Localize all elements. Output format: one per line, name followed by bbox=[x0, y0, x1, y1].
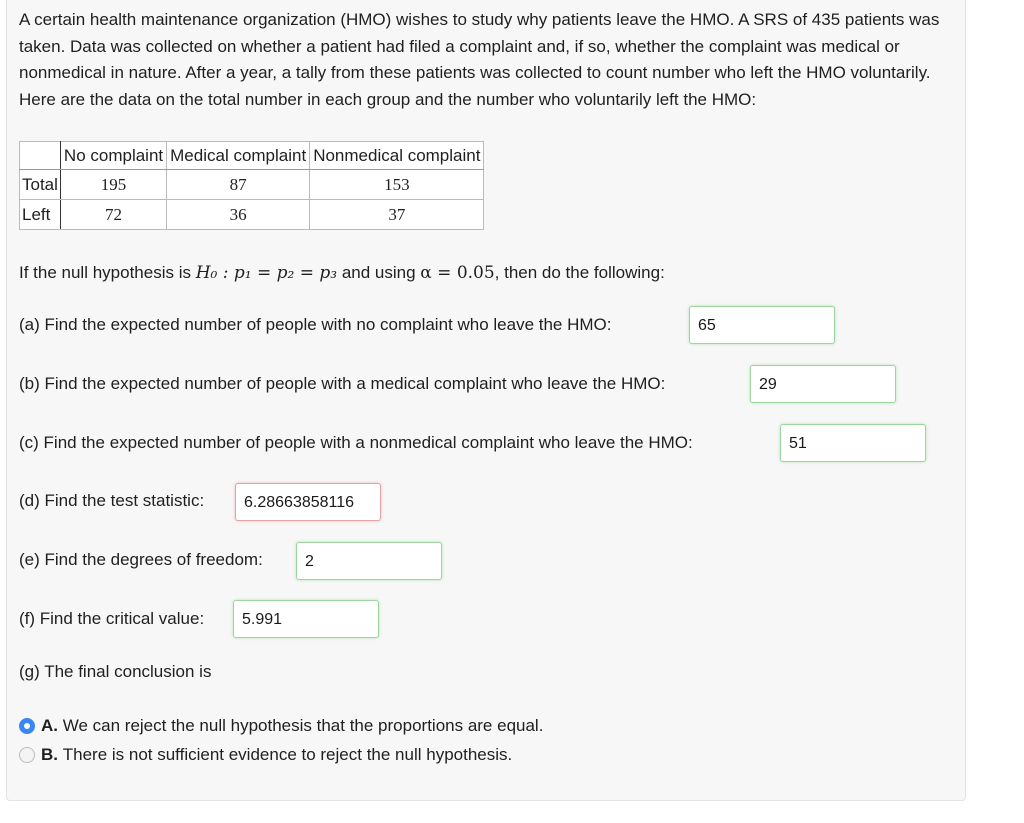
header-medical-complaint: Medical complaint bbox=[167, 142, 310, 170]
cell-total-medical: 87 bbox=[167, 170, 310, 200]
hypothesis-prefix: If the null hypothesis is bbox=[19, 263, 196, 282]
null-hypothesis-formula: H₀ : p₁ = p₂ = p₃ bbox=[195, 263, 338, 283]
answer-f-input[interactable]: 5.991 bbox=[233, 600, 379, 638]
hypothesis-suffix: , then do the following: bbox=[494, 263, 665, 282]
option-b-letter: B. bbox=[41, 745, 58, 764]
question-a-label: (a) Find the expected number of people with no complaint who leave the HMO: bbox=[19, 315, 612, 334]
problem-text: A certain health maintenance organization (HMO) wishes to study why patients leave the HMO. A SRS of 435 patients was taken. Data was collected on whether a patient had filed a complaint and, if so, whether the complaint was medical or nonmedical in nature. After a year, a tally from these patients was collected to count number who left the HMO voluntarily. Here are the data on the total number in each group and the number who voluntarily left the HMO: bbox=[19, 10, 940, 110]
answer-c-input[interactable]: 51 bbox=[780, 424, 926, 462]
row-label-left: Left bbox=[20, 200, 61, 230]
radio-unselected-icon[interactable] bbox=[19, 747, 35, 763]
row-label-total: Total bbox=[20, 170, 61, 200]
question-f-label: (f) Find the critical value: bbox=[19, 609, 205, 628]
option-b[interactable] bbox=[19, 745, 512, 765]
question-g-label: (g) The final conclusion is bbox=[19, 662, 212, 681]
option-a[interactable] bbox=[19, 716, 543, 736]
cell-left-medical: 36 bbox=[167, 200, 310, 230]
option-a-letter: A. bbox=[41, 716, 58, 735]
hypothesis-statement bbox=[19, 263, 665, 283]
data-table bbox=[19, 141, 484, 230]
cell-total-no-complaint: 195 bbox=[60, 170, 166, 200]
question-e-label: (e) Find the degrees of freedom: bbox=[19, 550, 263, 569]
answer-d-input[interactable]: 6.28663858116 bbox=[235, 483, 381, 521]
question-d-label: (d) Find the test statistic: bbox=[19, 491, 205, 510]
header-nonmedical-complaint: Nonmedical complaint bbox=[310, 142, 484, 170]
table-row bbox=[20, 170, 484, 200]
answer-e-input[interactable]: 2 bbox=[296, 542, 442, 580]
answer-b-input[interactable]: 29 bbox=[750, 365, 896, 403]
table-row bbox=[20, 200, 484, 230]
table-corner bbox=[20, 142, 61, 170]
table-header-row bbox=[20, 142, 484, 170]
question-c-label: (c) Find the expected number of people with a nonmedical complaint who leave the HMO: bbox=[19, 433, 693, 452]
radio-selected-icon[interactable] bbox=[19, 718, 35, 734]
answer-a-input[interactable]: 65 bbox=[689, 306, 835, 344]
option-b-text: There is not sufficient evidence to reject the null hypothesis. bbox=[62, 745, 513, 764]
cell-left-nonmedical: 37 bbox=[310, 200, 484, 230]
question-b-label: (b) Find the expected number of people with a medical complaint who leave the HMO: bbox=[19, 374, 666, 393]
hypothesis-mid: and using bbox=[337, 263, 421, 282]
option-a-text: We can reject the null hypothesis that the proportions are equal. bbox=[62, 716, 544, 735]
cell-left-no-complaint: 72 bbox=[60, 200, 166, 230]
cell-total-nonmedical: 153 bbox=[310, 170, 484, 200]
alpha-value: α = 0.05 bbox=[420, 263, 495, 283]
header-no-complaint: No complaint bbox=[60, 142, 166, 170]
